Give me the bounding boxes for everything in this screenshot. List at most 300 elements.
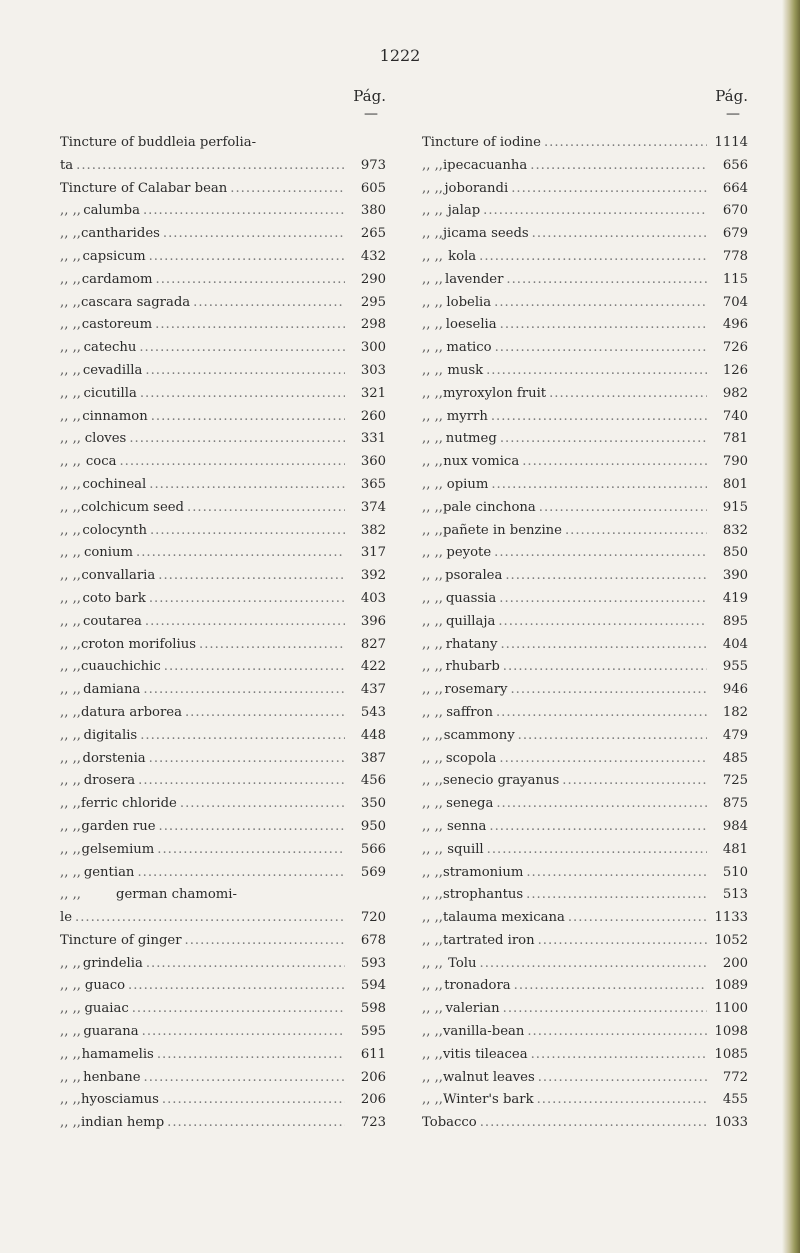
entry-prefix: ,, ,, — [60, 1001, 81, 1017]
entry-name: vitis tileacea — [442, 1046, 528, 1062]
entry-name: senecio grayanus — [442, 773, 560, 789]
entry-prefix: ,, ,, — [422, 590, 443, 606]
entry-name: coca — [85, 454, 117, 470]
index-entry — [422, 862, 748, 885]
entry-name: guaco — [84, 978, 126, 994]
leader-dots — [491, 474, 707, 497]
entry-page-number: 984 — [722, 818, 748, 834]
entry-prefix: ,, ,, — [422, 248, 443, 264]
index-entry — [422, 383, 748, 406]
index-entry — [60, 839, 386, 862]
leader-dots — [565, 520, 707, 543]
leader-dots — [149, 474, 345, 497]
entry-prefix: ,, ,, — [60, 203, 81, 219]
entry-prefix: ,, ,, — [422, 157, 443, 173]
entry-page-number: 455 — [722, 1092, 748, 1108]
entry-page-number: 350 — [360, 796, 386, 812]
entry-prefix: ,, ,, — [60, 727, 81, 743]
entry-prefix: ,, ,, — [422, 454, 443, 470]
index-entry — [422, 656, 748, 679]
entry-prefix: ,, ,, — [422, 932, 443, 948]
entry-prefix: ,, ,, — [422, 910, 443, 926]
index-entry — [60, 793, 386, 816]
leader-dots — [164, 656, 345, 679]
index-entry — [60, 725, 386, 748]
leader-dots — [143, 200, 345, 223]
leader-dots — [139, 337, 345, 360]
entry-prefix: ,, ,, — [60, 385, 81, 401]
entry-name: datura arborea — [80, 704, 182, 720]
entry-page-number: 432 — [360, 248, 386, 264]
entry-page-number: 380 — [360, 203, 386, 219]
leader-dots — [506, 269, 707, 292]
entry-page-number: 374 — [360, 499, 386, 515]
entry-prefix: ,, ,, — [60, 978, 81, 994]
index-entry — [60, 269, 386, 292]
leader-dots — [146, 953, 345, 976]
entry-page-number: 481 — [722, 841, 748, 857]
entry-page-number: 605 — [360, 180, 386, 196]
entry-prefix: ,, ,, — [422, 294, 443, 310]
leader-dots — [498, 611, 707, 634]
entry-page-number: 566 — [360, 841, 386, 857]
entry-page-number: 437 — [360, 682, 386, 698]
entry-name: ipecacuanha — [442, 157, 528, 173]
entry-page-number: 1089 — [714, 978, 748, 994]
index-entry — [422, 451, 748, 474]
entry-page-number: 1100 — [714, 1001, 748, 1017]
entry-name: dorstenia — [82, 750, 146, 766]
leader-dots — [132, 998, 345, 1021]
index-entry — [60, 383, 386, 406]
entry-prefix: ,, ,, — [60, 750, 81, 766]
index-entry — [60, 292, 386, 315]
entry-prefix: ,, ,, — [422, 704, 443, 720]
page-number: 1222 — [379, 46, 421, 65]
entry-name: peyote — [446, 545, 492, 561]
page-edge-shadow — [782, 0, 800, 1253]
leader-dots — [489, 816, 707, 839]
entry-prefix: ,, ,, — [422, 226, 443, 242]
entry-name: myrrh — [446, 408, 488, 424]
entry-page-number: 740 — [722, 408, 748, 424]
entry-prefix: ,, ,, — [60, 887, 81, 903]
leader-dots — [544, 132, 707, 155]
index-entry — [60, 907, 386, 930]
entry-prefix: ,, ,, — [422, 408, 443, 424]
entry-prefix: ,, ,, — [60, 431, 81, 447]
entry-page-number: 404 — [722, 636, 748, 652]
entry-page-number: 772 — [722, 1069, 748, 1085]
entry-page-number: 1114 — [714, 135, 748, 150]
index-entry — [60, 246, 386, 269]
entry-page-number: 448 — [360, 727, 386, 743]
entry-page-number: 611 — [360, 1046, 386, 1062]
leader-dots — [562, 770, 707, 793]
leader-dots — [167, 1112, 345, 1135]
leader-dots — [503, 998, 707, 1021]
entry-prefix: ,, ,, — [422, 613, 443, 629]
index-entry — [422, 337, 748, 360]
left-column-dash: — — [364, 106, 378, 122]
entry-prefix: ,, ,, — [60, 568, 81, 584]
entry-name: rosemary — [444, 682, 508, 698]
index-entry — [60, 1067, 386, 1090]
leader-dots — [145, 611, 345, 634]
entry-name: cardamom — [81, 271, 153, 287]
entry-name: buddleia perfolia- — [137, 135, 257, 150]
entry-prefix: ,, ,, — [422, 1024, 443, 1040]
entry-name: le — [60, 910, 73, 926]
leader-dots — [549, 383, 707, 406]
entry-prefix: ,, ,, — [60, 1069, 81, 1085]
leader-dots — [129, 428, 345, 451]
leader-dots — [180, 793, 345, 816]
entry-page-number: 456 — [360, 773, 386, 789]
leader-dots — [568, 907, 707, 930]
entry-prefix: ,, ,, — [422, 499, 443, 515]
entry-name: opium — [446, 476, 489, 492]
index-entry — [422, 839, 748, 862]
leader-dots — [142, 1021, 345, 1044]
leader-dots — [500, 314, 707, 337]
entry-name: cevadilla — [82, 362, 143, 378]
index-entry — [422, 588, 748, 611]
index-entry — [422, 269, 748, 292]
leader-dots — [151, 406, 345, 429]
entry-prefix: ,, ,, — [60, 271, 81, 287]
entry-prefix: ,, ,, — [60, 955, 81, 971]
entry-page-number: 479 — [722, 727, 748, 743]
leader-dots — [496, 702, 707, 725]
right-entry-list — [422, 132, 748, 1135]
index-entry — [60, 884, 386, 907]
index-entry — [422, 816, 748, 839]
entry-page-number: 704 — [722, 294, 748, 310]
index-entry — [60, 406, 386, 429]
entry-page-number: 298 — [360, 317, 386, 333]
leader-dots — [499, 588, 707, 611]
entry-prefix: ,, ,, — [422, 659, 443, 675]
entry-prefix: ,, ,, — [60, 704, 81, 720]
entry-page-number: 726 — [722, 340, 748, 356]
entry-prefix: ,, ,, — [422, 317, 443, 333]
index-entry — [422, 702, 748, 725]
index-entry — [60, 428, 386, 451]
entry-name: loeselia — [445, 317, 497, 333]
entry-prefix: ,, ,, — [422, 431, 443, 447]
entry-name: matico — [446, 340, 492, 356]
entry-name: joborandi — [444, 180, 509, 196]
leader-dots — [144, 1067, 345, 1090]
entry-name: strophantus — [442, 887, 524, 903]
entry-page-number: 895 — [722, 613, 748, 629]
entry-page-number: 850 — [722, 545, 748, 561]
leader-dots — [149, 588, 345, 611]
index-entry — [422, 725, 748, 748]
leader-dots — [532, 223, 707, 246]
entry-page-number: 317 — [360, 545, 386, 561]
index-entry — [422, 155, 748, 178]
index-entry — [422, 132, 748, 155]
index-entry — [422, 1021, 748, 1044]
entry-prefix: ,, ,, — [422, 1001, 443, 1017]
entry-prefix: ,, ,, — [60, 454, 81, 470]
index-entry — [422, 679, 748, 702]
entry-page-number: 656 — [722, 157, 748, 173]
entry-page-number: 1085 — [714, 1046, 748, 1062]
entry-page-number: 955 — [722, 659, 748, 675]
entry-page-number: 126 — [722, 362, 748, 378]
leader-dots — [496, 793, 707, 816]
entry-name: Tolu — [448, 955, 477, 971]
entry-name: colchicum seed — [80, 499, 185, 515]
leader-dots — [149, 748, 345, 771]
index-entry — [422, 748, 748, 771]
entry-page-number: 832 — [722, 522, 748, 538]
index-entry — [422, 907, 748, 930]
index-entry — [422, 634, 748, 657]
entry-name: gelsemium — [81, 841, 155, 857]
entry-page-number: 664 — [722, 180, 748, 196]
index-entry — [60, 314, 386, 337]
leader-dots — [526, 884, 707, 907]
entry-prefix: Tincture of — [60, 135, 134, 150]
entry-name: cascara sagrada — [80, 294, 191, 310]
index-entry — [422, 1044, 748, 1067]
leader-dots — [500, 428, 707, 451]
entry-prefix: ,, ,, — [60, 499, 81, 515]
entry-prefix: ,, ,, — [60, 1092, 81, 1108]
leader-dots — [487, 839, 707, 862]
entry-page-number: 365 — [360, 476, 386, 492]
entry-page-number: 260 — [360, 408, 386, 424]
entry-page-number: 569 — [360, 864, 386, 880]
entry-name: indian hemp — [80, 1115, 165, 1131]
index-entry — [422, 565, 748, 588]
entry-name: tartrated iron — [442, 932, 535, 948]
entry-prefix: ,, ,, — [60, 226, 81, 242]
entry-prefix: ,, ,, — [60, 1115, 81, 1131]
leader-dots — [522, 451, 707, 474]
entry-name: stramonium — [442, 864, 524, 880]
entry-page-number: 595 — [360, 1024, 386, 1040]
index-entry — [422, 1067, 748, 1090]
entry-name: guarana — [83, 1024, 139, 1040]
entry-name: cantharides — [80, 226, 160, 242]
entry-page-number: 723 — [360, 1115, 386, 1131]
entry-name: cochineal — [82, 476, 147, 492]
leader-dots — [187, 497, 345, 520]
entry-prefix: ,, ,, — [60, 682, 81, 698]
index-entry — [422, 793, 748, 816]
entry-page-number: 200 — [722, 955, 748, 971]
index-entry — [60, 611, 386, 634]
entry-name: catechu — [83, 340, 137, 356]
leader-dots — [491, 406, 707, 429]
entry-page-number: 1033 — [714, 1115, 748, 1131]
entry-page-number: 973 — [360, 157, 386, 173]
entry-prefix: ,, ,, — [422, 362, 443, 378]
entry-page-number: 875 — [722, 796, 748, 812]
entry-prefix: Tincture of — [60, 932, 134, 948]
entry-page-number: 419 — [722, 590, 748, 606]
entry-page-number: 396 — [360, 613, 386, 629]
leader-dots — [479, 246, 707, 269]
entry-name: iodine — [499, 135, 541, 150]
leader-dots — [495, 337, 707, 360]
entry-page-number: 670 — [722, 203, 748, 219]
entry-name: cinnamon — [82, 408, 148, 424]
index-entry — [422, 474, 748, 497]
index-entry — [60, 337, 386, 360]
entry-prefix: ,, ,, — [60, 818, 81, 834]
entry-name: scammony — [443, 727, 515, 743]
entry-prefix: ,, ,, — [60, 773, 81, 789]
entry-page-number: 303 — [360, 362, 386, 378]
entry-name: nux vomica — [443, 454, 520, 470]
index-entry — [422, 223, 748, 246]
leader-dots — [140, 725, 345, 748]
entry-page-number: 206 — [360, 1069, 386, 1085]
index-entry — [422, 360, 748, 383]
entry-prefix: ,, ,, — [60, 476, 81, 492]
entry-name: psoralea — [445, 568, 503, 584]
entry-prefix: ,, ,, — [422, 271, 443, 287]
leader-dots — [538, 930, 707, 953]
leader-dots — [539, 497, 707, 520]
entry-page-number: 387 — [360, 750, 386, 766]
entry-page-number: 982 — [722, 385, 748, 401]
leader-dots — [500, 634, 707, 657]
leader-dots — [503, 656, 707, 679]
leader-dots — [155, 314, 345, 337]
entry-page-number: 720 — [360, 910, 386, 926]
entry-prefix: ,, ,, — [422, 340, 443, 356]
index-entry — [422, 884, 748, 907]
index-entry — [422, 975, 748, 998]
entry-prefix: ,, ,, — [60, 294, 81, 310]
leader-dots — [156, 269, 345, 292]
leader-dots — [527, 1021, 707, 1044]
leader-dots — [494, 292, 707, 315]
index-entry — [60, 953, 386, 976]
entry-page-number: 725 — [722, 773, 748, 789]
entry-page-number: 331 — [360, 431, 386, 447]
entry-name: digitalis — [83, 727, 138, 743]
entry-page-number: 265 — [360, 226, 386, 242]
leader-dots — [480, 953, 707, 976]
index-entry — [60, 1044, 386, 1067]
entry-page-number: 206 — [360, 1092, 386, 1108]
entry-name: squill — [447, 841, 484, 857]
entry-name: cuauchichic — [80, 659, 161, 675]
index-entry — [60, 975, 386, 998]
entry-page-number: 950 — [360, 818, 386, 834]
entry-page-number: 496 — [722, 317, 748, 333]
entry-prefix: ,, ,, — [60, 590, 81, 606]
index-entry — [422, 770, 748, 793]
entry-prefix: ,, ,, — [60, 545, 81, 561]
index-entry — [60, 132, 386, 155]
entry-page-number: 422 — [360, 659, 386, 675]
entry-name: ta — [60, 157, 74, 173]
entry-prefix: ,, ,, — [422, 1092, 443, 1108]
leader-dots — [157, 839, 345, 862]
index-entry — [422, 542, 748, 565]
entry-page-number: 382 — [360, 522, 386, 538]
entry-prefix: ,, ,, — [422, 1069, 443, 1085]
entry-page-number: 390 — [722, 568, 748, 584]
index-entry — [422, 406, 748, 429]
entry-name: nutmeg — [445, 431, 497, 447]
index-entry — [60, 565, 386, 588]
entry-page-number: 485 — [722, 750, 748, 766]
entry-name: cloves — [84, 431, 127, 447]
left-column-header: Pág. — [353, 87, 386, 105]
entry-name: convallaria — [81, 568, 156, 584]
entry-page-number: 543 — [360, 704, 386, 720]
entry-name: myroxylon fruit — [442, 385, 547, 401]
leader-dots — [163, 223, 345, 246]
entry-prefix: ,, ,, — [422, 818, 443, 834]
index-entry — [422, 520, 748, 543]
entry-prefix: ,, ,, — [60, 248, 81, 264]
index-entry — [422, 428, 748, 451]
index-entry — [60, 497, 386, 520]
index-entry — [60, 178, 386, 201]
entry-prefix: ,, ,, — [60, 613, 81, 629]
entry-name: guaiac — [84, 1001, 129, 1017]
index-entry — [60, 155, 386, 178]
entry-prefix: ,, ,, — [422, 476, 443, 492]
entry-name: rhubarb — [445, 659, 500, 675]
entry-page-number: 679 — [722, 226, 748, 242]
entry-name: senega — [446, 796, 494, 812]
index-entry — [60, 474, 386, 497]
right-column-dash: — — [726, 106, 740, 122]
entry-page-number: 593 — [360, 955, 386, 971]
index-entry — [60, 930, 386, 953]
entry-name: calumba — [83, 203, 140, 219]
entry-page-number: 678 — [360, 932, 386, 948]
index-entry — [60, 1112, 386, 1135]
index-entry — [60, 998, 386, 1021]
entry-prefix: ,, ,, — [422, 978, 443, 994]
entry-page-number: 1052 — [714, 932, 748, 948]
entry-name: walnut leaves — [442, 1069, 535, 1085]
leader-dots — [140, 383, 345, 406]
entry-name: rhatany — [445, 636, 498, 652]
leader-dots — [530, 155, 707, 178]
index-entry — [422, 998, 748, 1021]
entry-page-number: 778 — [722, 248, 748, 264]
entry-name: Calabar bean — [137, 180, 228, 196]
entry-page-number: 946 — [722, 682, 748, 698]
entry-name: capsicum — [82, 248, 146, 264]
entry-prefix: ,, ,, — [60, 659, 81, 675]
entry-name: hyosciamus — [81, 1092, 159, 1108]
entry-prefix: ,, ,, — [422, 955, 443, 971]
leader-dots — [538, 1067, 707, 1090]
leader-dots — [193, 292, 345, 315]
leader-dots — [159, 816, 345, 839]
entry-prefix: ,, ,, — [422, 180, 443, 196]
entry-prefix: ,, ,, — [422, 841, 443, 857]
index-entry — [422, 292, 748, 315]
entry-page-number: 290 — [360, 271, 386, 287]
left-column — [60, 86, 386, 1135]
